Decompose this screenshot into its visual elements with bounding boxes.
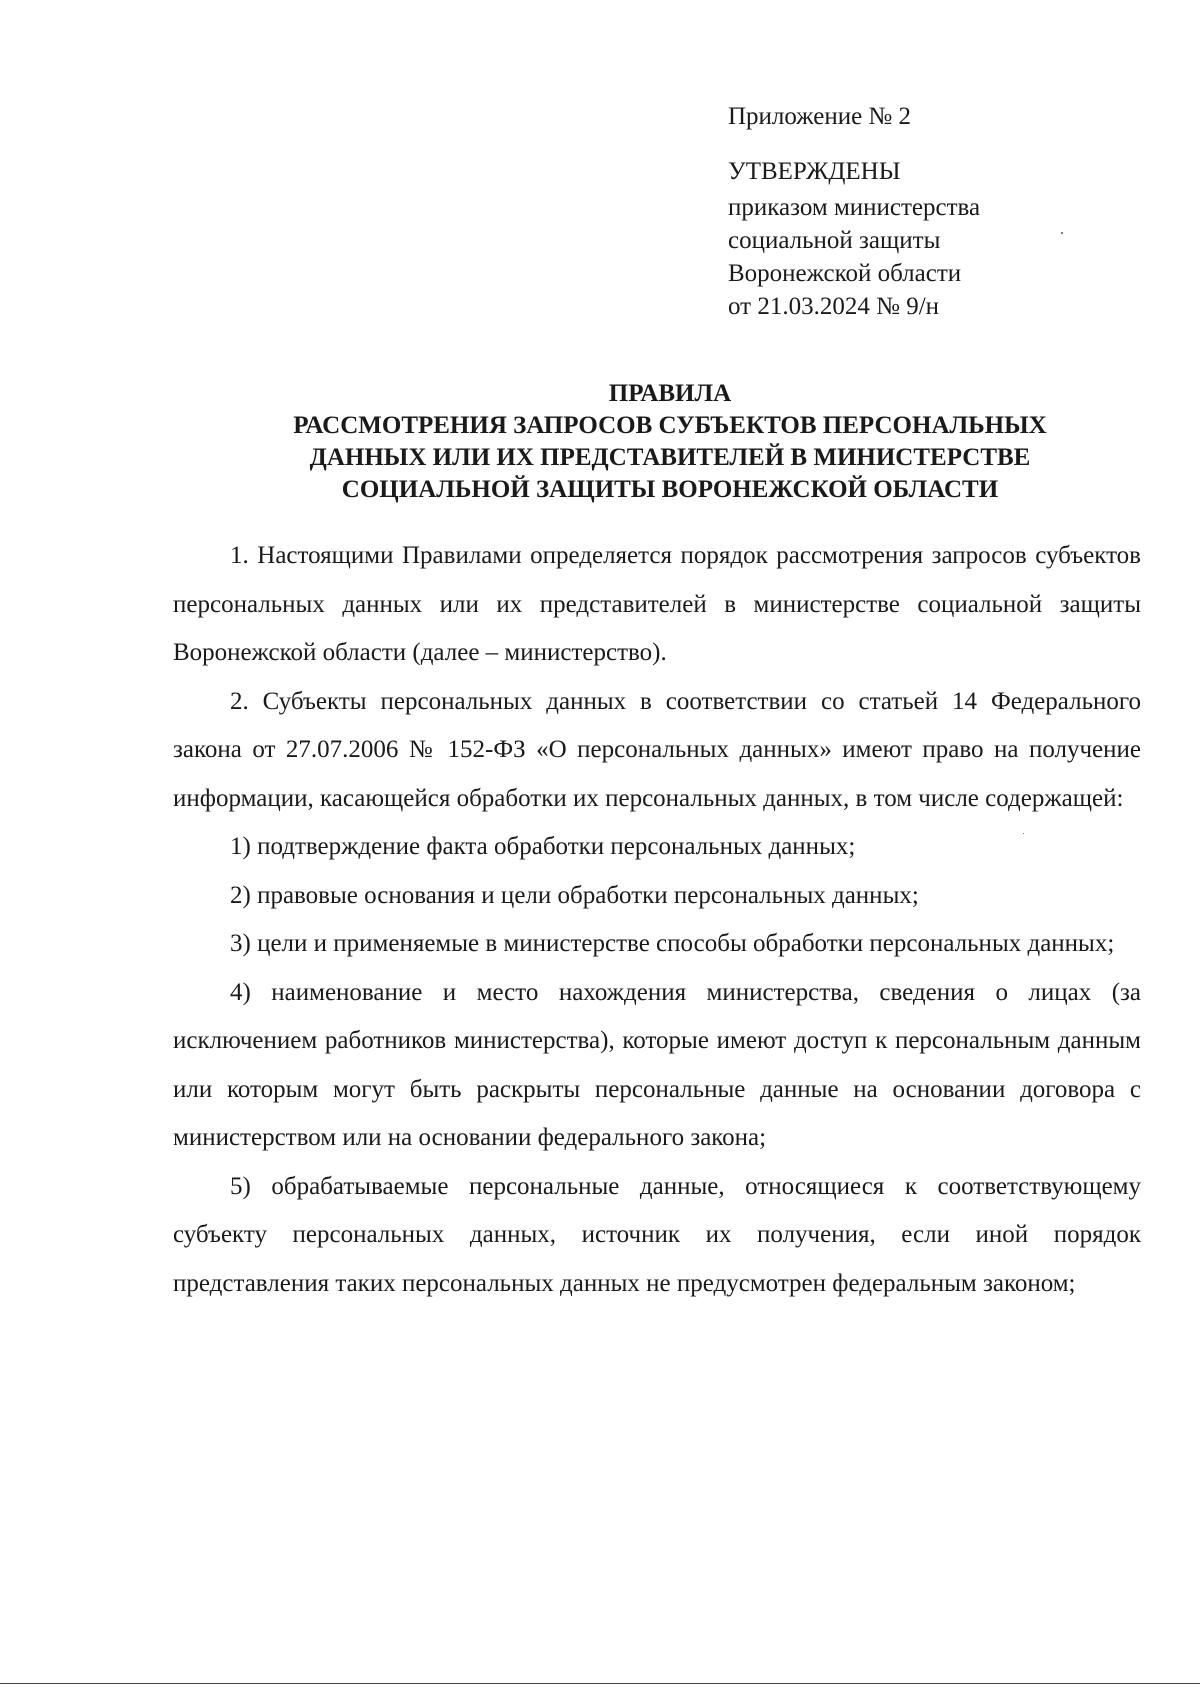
title-line-3: ДАННЫХ ИЛИ ИХ ПРЕДСТАВИТЕЛЕЙ В МИНИСТЕРСТВЕ [309, 444, 1031, 471]
list-item-2: 2) правовые основания и цели обработки персональных данных; [230, 881, 919, 909]
title-line-2: РАССМОТРЕНИЯ ЗАПРОСОВ СУБЪЕКТОВ ПЕРСОНАЛЬНЫХ [293, 412, 1047, 439]
paragraph-1: 1. Настоящими Правилами определяется порядок рассмотрения запросов субъектов персональных данных или их представителей в министерстве социальной защиты Воронежской области (далее – министерство). [173, 542, 1141, 666]
title-line-4: СОЦИАЛЬНОЙ ЗАЩИТЫ ВОРОНЕЖСКОЙ ОБЛАСТИ [341, 476, 999, 503]
page-bottom-rule [0, 1683, 1200, 1684]
list-item-1: 1) подтверждение факта обработки персональных данных; [230, 833, 856, 860]
approval-line-2: социальной защиты [728, 227, 941, 254]
appendix-number: Приложение № 2 [728, 103, 912, 130]
list-item-3: 3) цели и применяемые в министерстве способы обработки персональных данных; [230, 930, 1115, 957]
scan-speck [1061, 232, 1063, 234]
paragraph-2: 2. Субъекты персональных данных в соответствии со статьей 14 Федерального закона от 27.07.2006 № 152-ФЗ «О персональных данных» имеют право на получение информации, касающейся обработки их персональных данных, в том числе содержащей: [173, 687, 1141, 812]
approval-block [728, 100, 1128, 323]
title-line-1: ПРАВИЛА [608, 380, 732, 407]
approval-line-1: приказом министерства [728, 194, 981, 221]
approved-heading: УТВЕРЖДЕНЫ [728, 158, 901, 185]
document-body [173, 532, 1141, 1308]
list-item-4: 4) наименование и место нахождения министерства, сведения о лицах (за исключением работников министерства), которые имеют доступ к персональным данным или которым могут быть раскрыты персональные данные на основании договора с министерством или на основании федерального закона; [173, 978, 1141, 1151]
approval-date-number: от 21.03.2024 № 9/н [728, 293, 940, 320]
approval-line-3: Воронежской области [728, 260, 962, 287]
list-item-5: 5) обрабатываемые персональные данные, относящиеся к соответствующему субъекту персональных данных, источник их получения, если иной порядок представления таких персональных данных не предусмотрен федеральным законом; [173, 1172, 1141, 1297]
document-title [170, 378, 1170, 506]
